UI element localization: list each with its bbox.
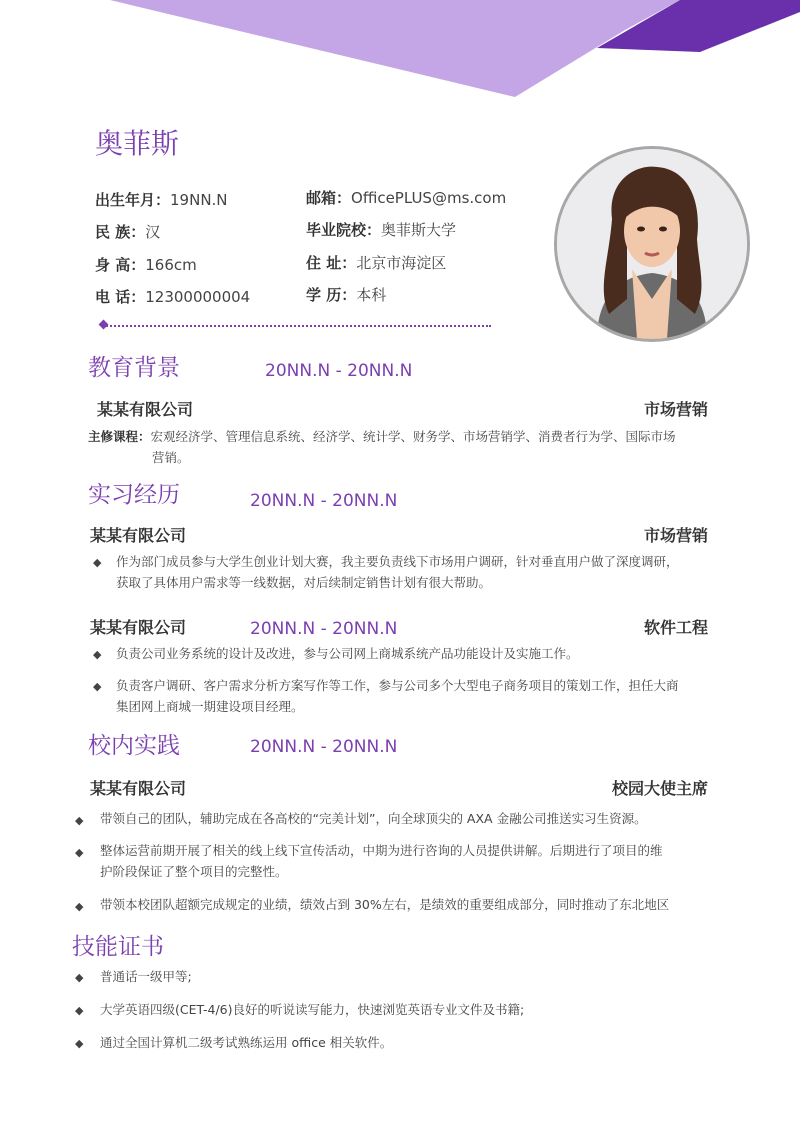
bullet-icon: ◆ [75,1004,84,1017]
bullet-icon: ◆ [75,971,84,984]
school-label: 毕业院校： [306,221,382,239]
education-courses [88,426,728,468]
bullet-icon: ◆ [93,556,102,569]
portrait-image [557,149,747,339]
bullet-icon: ◆ [93,680,102,693]
skills-item-3: 通过全国计算机二级考试熟练运用 office 相关软件。 [100,1035,393,1050]
header-banner [0,0,800,100]
internship-item-3-line-1: 负责客户调研、客户需求分析方案写作等工作，参与公司多个大型电子商务项目的策划工作，担任大商 [116,678,679,693]
ethnicity-value: 汉 [145,223,161,241]
height-value: 166cm [145,256,197,274]
internship-item-1-line-2: 获取了具体用户需求等一线数据，对后续制定销售计划有很大帮助。 [116,575,492,590]
dotted-divider [103,325,491,327]
internship-date-1: 20NN.N - 20NN.N [250,491,398,511]
ethnicity-label: 民 族： [95,223,146,241]
campus-item-2-line-2: 护阶段保证了整个项目的完整性。 [100,864,288,879]
skills-item-2: 大学英语四级(CET-4/6)良好的听说读写能力，快速浏览英语专业文件及书籍; [100,1002,525,1017]
bullet-icon: ◆ [75,900,84,913]
birth-row [95,189,228,210]
bullet-icon: ◆ [75,846,84,859]
campus-item-2 [100,840,730,882]
section-heading-campus: 校内实践 [88,733,180,759]
course-text-2: 营销。 [152,450,190,465]
internship-item-3-line-2: 集团网上商城一期建设项目经理。 [116,699,304,714]
campus-date: 20NN.N - 20NN.N [250,737,398,757]
email-label: 邮箱： [306,189,352,207]
email-row [306,187,506,208]
internship-org-1: 某某有限公司 [90,526,187,545]
campus-item-1: 带领自己的团队，辅助完成在各高校的“完美计划”，向全球顶尖的 AXA 金融公司推送实习生资源。 [100,811,647,826]
internship-item-1 [116,551,726,593]
education-role: 市场营销 [643,400,708,419]
banner-light-shape [110,0,680,97]
campus-item-3: 带领本校团队超额完成规定的业绩，绩效占到 30%左右，是绩效的重要组成部分，同时推动了东北地区 [100,897,670,912]
address-label: 住 址： [306,254,357,272]
internship-item-3 [116,675,726,717]
profile-photo [554,146,750,342]
section-heading-education: 教育背景 [88,355,180,381]
internship-role-1: 市场营销 [643,526,708,545]
height-label: 身 高： [95,256,146,274]
section-heading-internship: 实习经历 [88,482,180,508]
bullet-icon: ◆ [75,1037,84,1050]
ethnicity-row [95,221,160,242]
internship-date-2: 20NN.N - 20NN.N [250,619,398,639]
school-value: 奥菲斯大学 [381,221,457,239]
degree-value: 本科 [356,286,387,304]
campus-item-2-line-1: 整体运营前期开展了相关的线上线下宣传活动，中期为进行咨询的人员提供讲解。后期进行了项目的维 [100,843,663,858]
address-value: 北京市海淀区 [356,254,447,272]
school-row [306,219,456,240]
campus-role: 校园大使主席 [611,779,708,798]
education-date: 20NN.N - 20NN.N [265,361,413,381]
skills-item-1: 普通话一级甲等; [100,969,192,984]
email-value: OfficePLUS@ms.com [351,189,507,207]
degree-row [306,284,386,305]
birth-value: 19NN.N [170,191,228,209]
section-heading-skills: 技能证书 [72,934,164,960]
internship-item-1-line-1: 作为部门成员参与大学生创业计划大赛，我主要负责线下市场用户调研，针对垂直用户做了深度调研， [116,554,679,569]
internship-role-2: 软件工程 [643,618,708,637]
education-org: 某某有限公司 [97,400,194,419]
internship-item-2: 负责公司业务系统的设计及改进，参与公司网上商城系统产品功能设计及实施工作。 [116,646,579,661]
birth-label: 出生年月： [95,191,171,209]
phone-label: 电 话： [95,288,146,306]
bullet-icon: ◆ [75,814,84,827]
course-text-1: 宏观经济学、管理信息系统、经济学、统计学、财务学、市场营销学、消费者行为学、国际市场 [150,429,676,444]
internship-org-2: 某某有限公司 [90,618,187,637]
address-row [306,252,446,273]
bullet-icon: ◆ [93,648,102,661]
degree-label: 学 历： [306,286,357,304]
phone-row [95,286,250,307]
phone-value: 12300000004 [145,288,251,306]
course-label: 主修课程： [88,429,151,444]
candidate-name: 奥菲斯 [95,127,180,160]
height-row [95,254,197,275]
campus-org: 某某有限公司 [90,779,187,798]
